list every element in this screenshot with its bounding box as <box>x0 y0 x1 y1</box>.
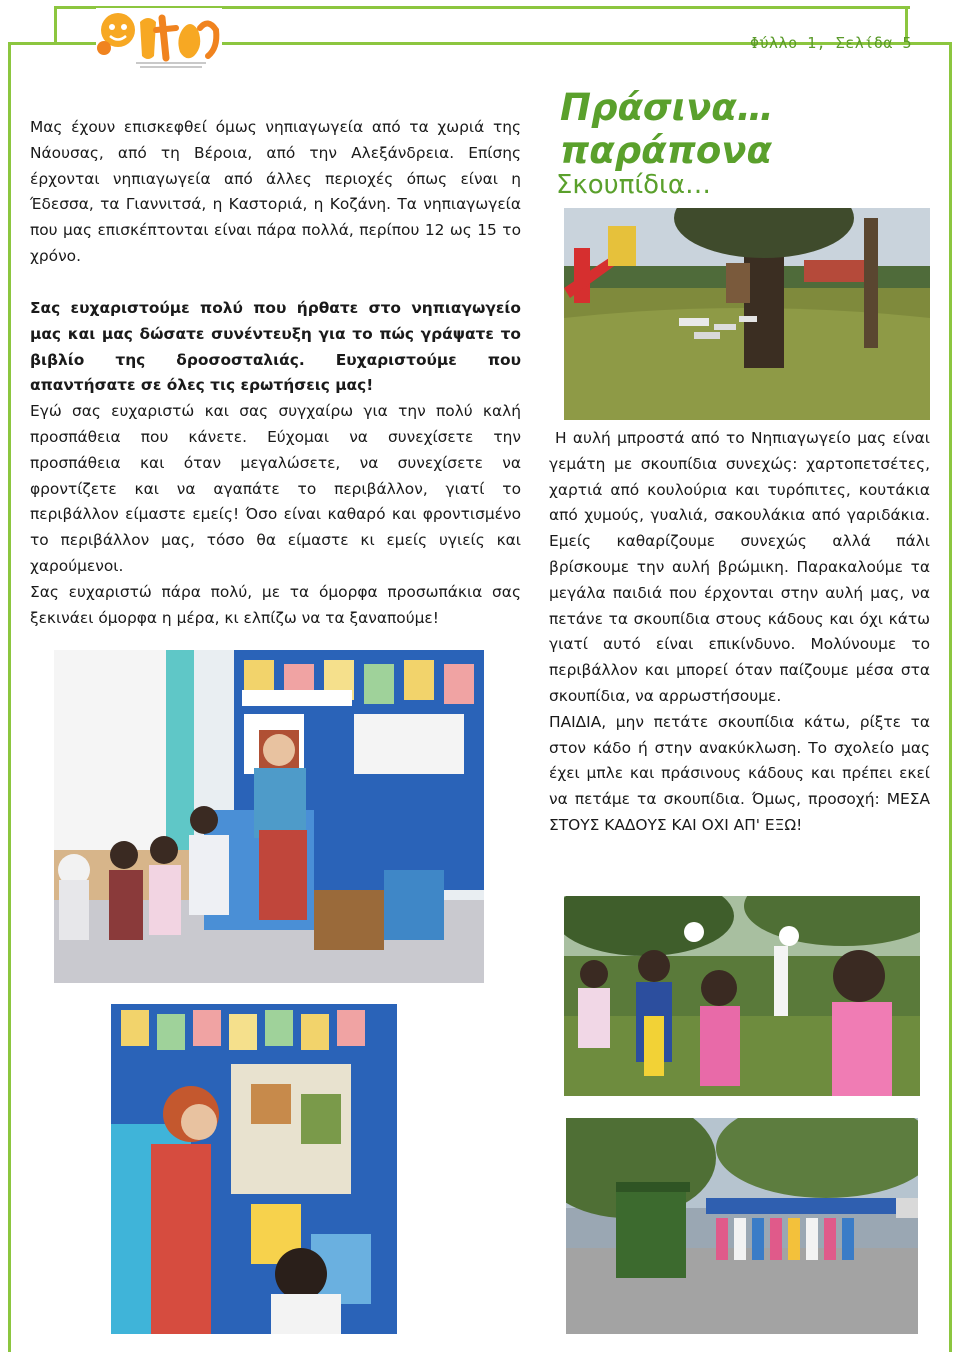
thanks-section <box>30 296 521 631</box>
frame-header-line-left <box>8 42 98 45</box>
article-subtitle: Σκουπίδια… <box>556 170 711 200</box>
trash-article-body <box>549 426 930 839</box>
article-title: Πράσινα… παράπονα <box>560 86 774 172</box>
playground-trash-photo <box>564 208 930 420</box>
thanks-paragraph: Εγώ σας ευχαριστώ και σας συγχαίρω για την πολύ καλή προσπάθεια που κάνετε. Εύχομαι να συνεχίσετε την προσπάθεια και όταν μεγαλώσετε, να συνεχίσετε να φροντίζετε και να αγαπάτε το περιβάλλον, γιατί το περιβάλλον είμαστε εμείς! Όσο είναι καθαρό και φροντισμένο το περιβάλλον μας, τόσο θα είμαστε κι εμείς υγιείς και χαρούμενοι. <box>30 402 521 575</box>
trash-paragraph-1: Η αυλή μπροστά από το Νηπιαγωγείο μας είναι γεμάτη με σκουπίδια συνεχώς: χαρτοπετσέτες, χαρτιά από κουλούρια και τυρόπιτες, κουτάκια από χυμούς, γυαλιά, σακουλάκια από γαριδάκια. Εμείς καθαρίζουμε συνεχώς αλλά πάλι βρίσκουμε την αυλή βρώμικη. Παρακαλούμε τα μεγάλα παιδιά που έρχονται στην αυλή μας, να πετάνε τα σκουπίδια στους κάδους και όχι κάτω γιατί αυτό είναι επικίνδυνο. Μολύνουμε το περιβάλλον και μπορεί όταν παίζουμε μέσα στα σκουπίδια, να αρρωστήσουμε. <box>549 429 930 705</box>
recycling-bins-photo <box>566 1118 918 1334</box>
trash-paragraph-2: ΠΑΙΔΙΑ, μην πετάτε σκουπίδια κάτω, ρίξτε τα στον κάδο ή στην ανακύκλωση. Το σχολείο μας έχει μπλε και πράσινους κάδους και πρέπει εκεί να πετάμε τα σκουπίδια. Όμως, προσοχή: ΜΕΣΑ ΣΤΟΥΣ ΚΑΔΟΥΣ ΚΑΙ ΟΧΙ ΑΠ' ΕΞΩ! <box>549 712 930 834</box>
newspaper-logo <box>96 8 222 70</box>
kids-outdoors-photo <box>564 896 920 1096</box>
page-number-label: Φύλλο 1, Σελίδα 5 <box>749 34 912 52</box>
frame-left-tick <box>54 6 57 44</box>
closing-paragraph: Σας ευχαριστώ πάρα πολύ, με τα όμορφα προσωπάκια σας ξεκινάει όμορφα η μέρα, κι ελπίζω να τα ξαναπούμε! <box>30 582 521 627</box>
thanks-paragraph-bold: Σας ευχαριστούμε πολύ που ήρθατε στο νηπιαγωγείο μας και μας δώσατε συνέντευξη για το πώς γράψατε το βιβλίο της δροσοσταλιάς. Ευχαριστούμε που απαντήσατε σε όλες τις ερωτήσεις μας! <box>30 299 521 395</box>
classroom-teacher-photo <box>111 1004 397 1334</box>
frame-right-line <box>949 42 952 1352</box>
classroom-visit-photo <box>54 650 484 983</box>
frame-left-line <box>8 42 11 1352</box>
intro-paragraph: Μας έχουν επισκεφθεί όμως νηπιαγωγεία από τα χωριά της Νάουσας, από τη Βέροια, από την Αλεξάνδρεια. Επίσης έρχονται νηπιαγωγεία από άλλες περιοχές όπως είναι η Έδεσσα, τα Γιαννιτσά, η Καστοριά, η Κοζάνη. Τα νηπιαγωγεία που μας επισκέπτονται είναι πάρα πολλά, περίπου 12 ως 15 το χρόνο. <box>30 118 521 265</box>
intro-section <box>30 115 521 270</box>
